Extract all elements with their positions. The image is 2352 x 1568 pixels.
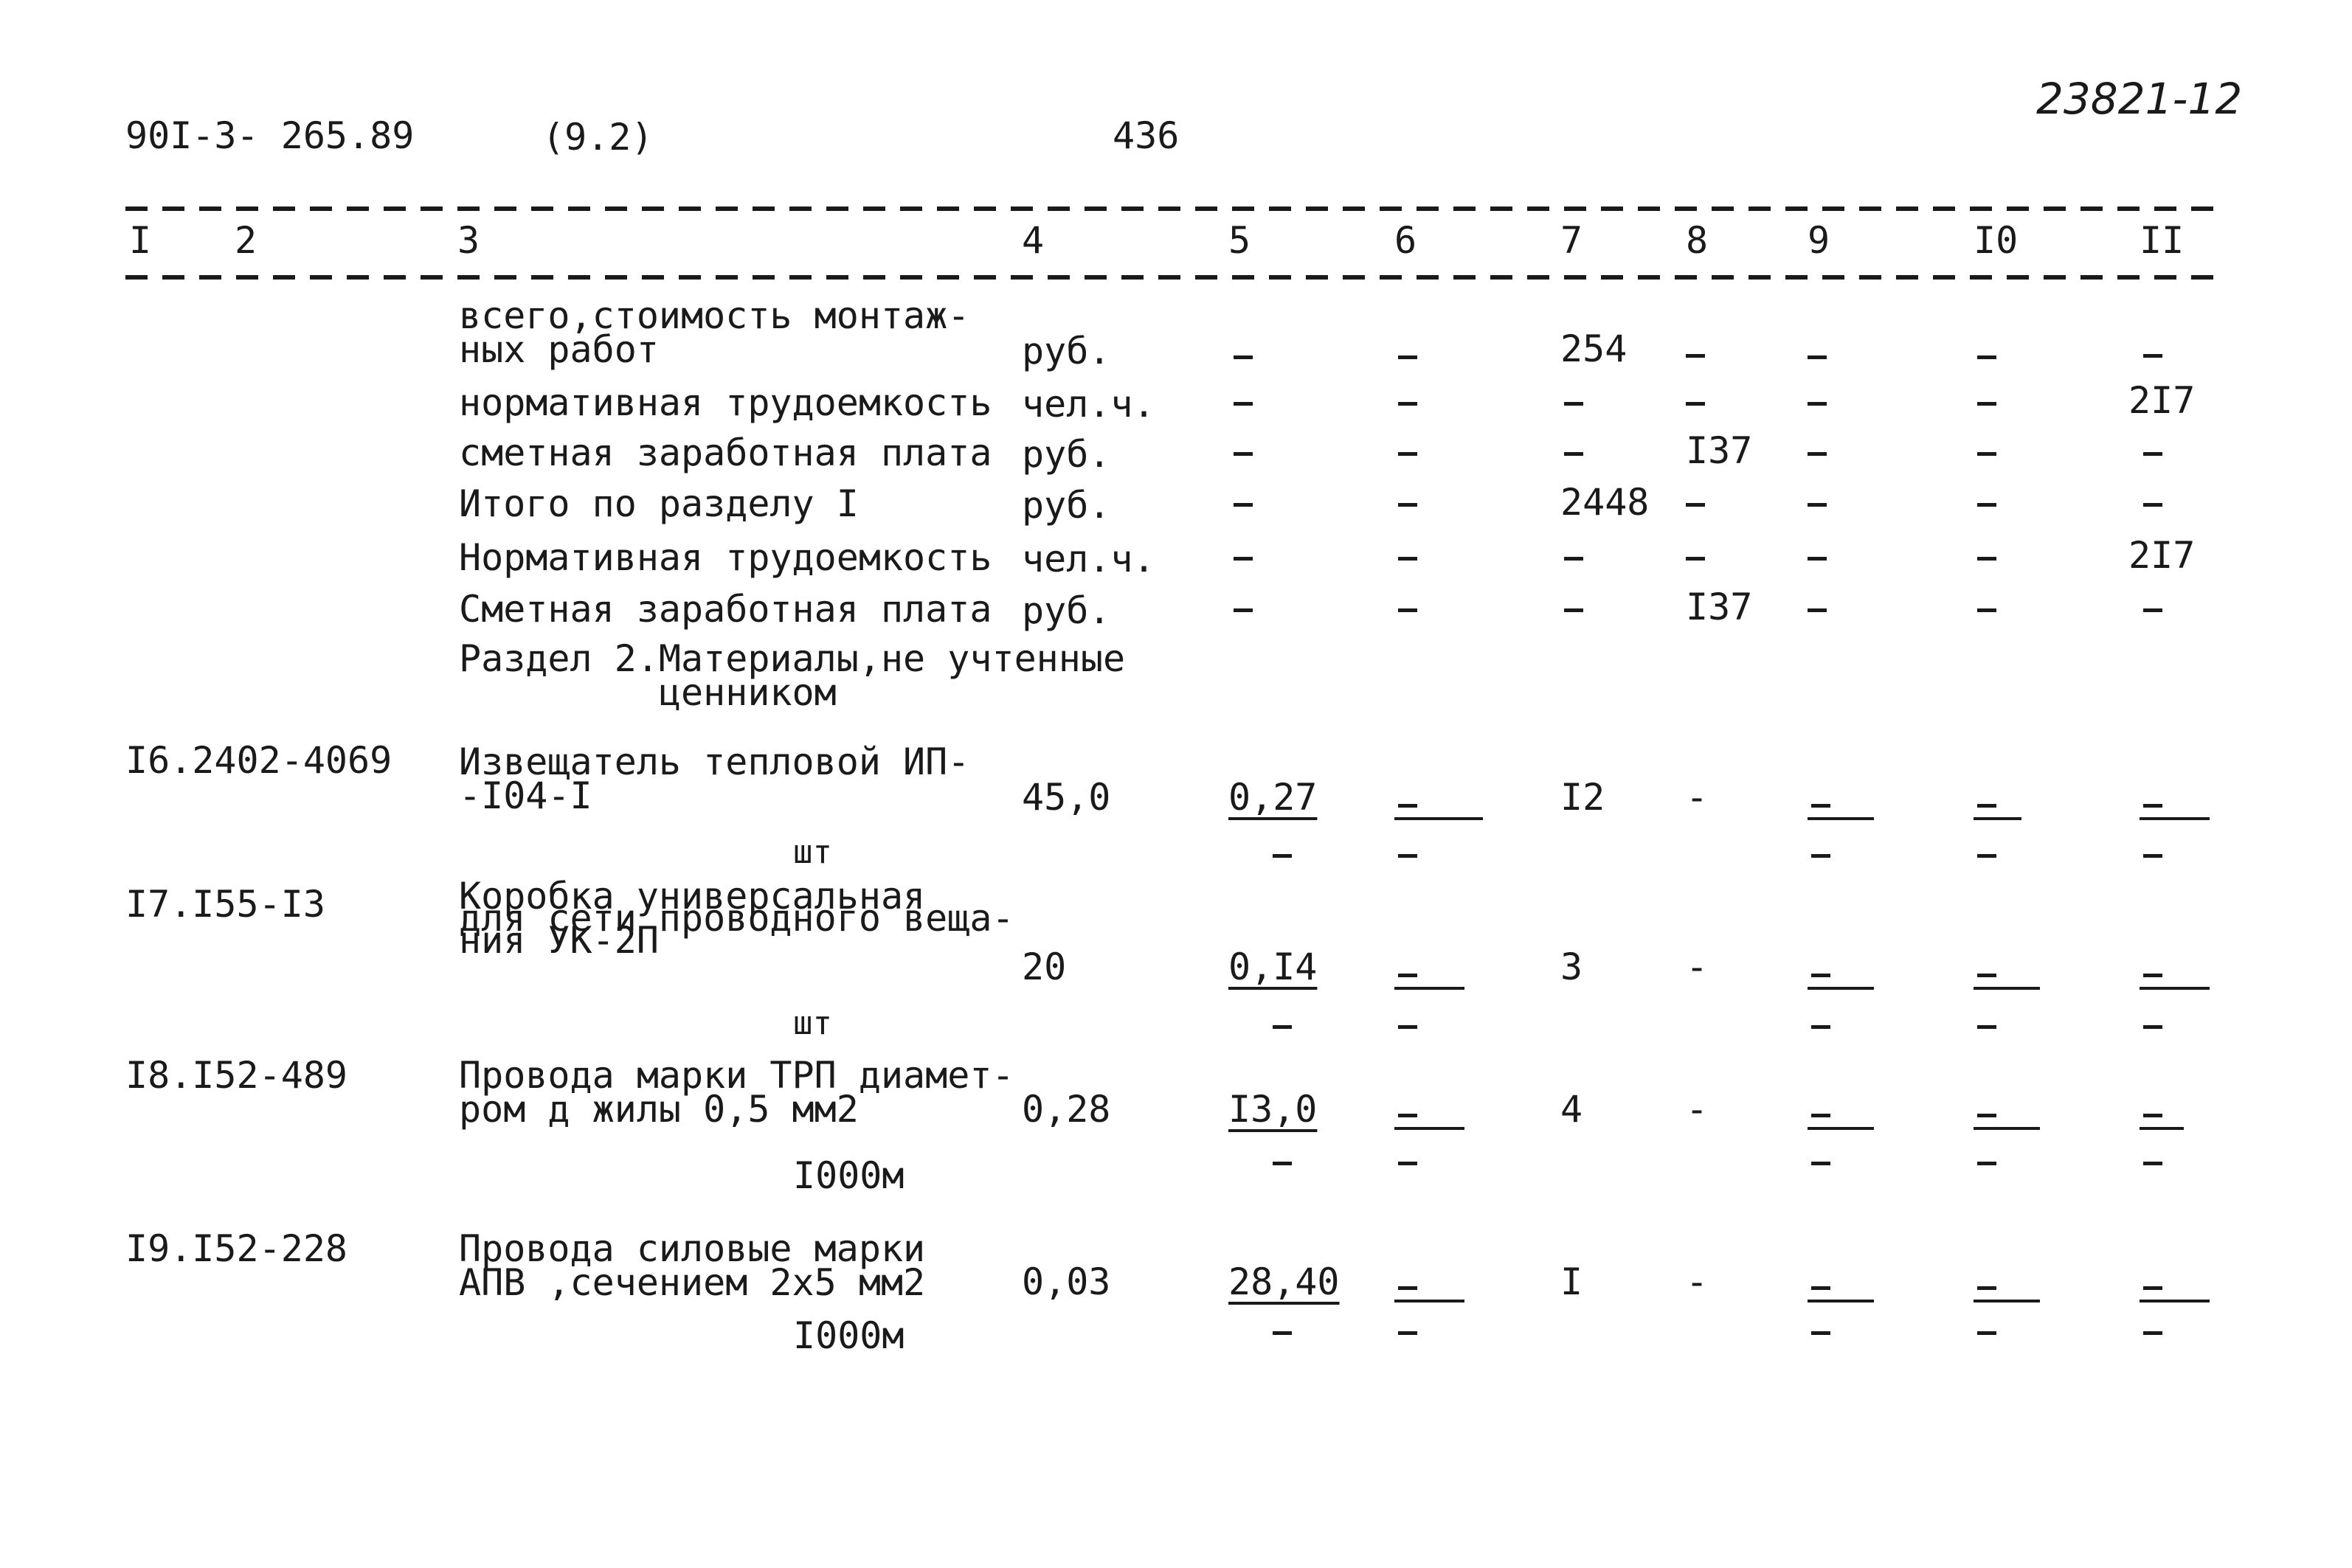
item-price: 0,I4: [1228, 946, 1318, 988]
item-code: I8.I52-489: [125, 1054, 348, 1097]
empty-dash: [1398, 557, 1417, 561]
empty-dash: [1811, 1114, 1830, 1117]
summary-name: Нормативная трудоемкость: [459, 536, 992, 579]
empty-dash: [1273, 1162, 1292, 1165]
fraction-bar: [2140, 987, 2210, 990]
empty-dash: [1564, 557, 1583, 561]
empty-dash: [2143, 974, 2162, 977]
empty-dash: [1977, 608, 1996, 612]
fraction-bar: [2140, 1300, 2210, 1302]
empty-dash: [1977, 854, 1996, 858]
empty-dash: [1977, 1025, 1996, 1029]
empty-dash: [1234, 503, 1253, 507]
fraction-bar: [2140, 1127, 2184, 1130]
document-number: 90I-3- 265.89: [125, 114, 415, 157]
empty-dash: [1811, 1025, 1830, 1029]
summary-name: всего,стоимость монтаж- ных работ: [459, 294, 970, 371]
empty-dash: [1398, 1286, 1417, 1290]
empty-dash: [1234, 452, 1253, 456]
empty-dash: [1977, 974, 1996, 977]
empty-dash: [1811, 854, 1830, 858]
summary-unit: руб.: [1022, 484, 1111, 527]
empty-dash: [1686, 354, 1705, 358]
fraction-bar: [1974, 817, 2021, 820]
empty-dash: [1811, 974, 1830, 977]
item-unit: шт: [793, 833, 832, 871]
empty-dash: [2143, 1114, 2162, 1117]
summary-labor: 2I7: [2128, 534, 2196, 577]
fraction-bar: [1808, 1127, 1874, 1130]
empty-dash: [2143, 854, 2162, 858]
fraction-bar: [2140, 817, 2210, 820]
item-col8: -: [1686, 1260, 1709, 1303]
item-code: I9.I52-228: [125, 1227, 348, 1270]
col-header-5: 5: [1228, 219, 1251, 262]
empty-dash: [1234, 402, 1253, 406]
item-code: I7.I55-I3: [125, 883, 325, 926]
fraction-bar: [1394, 817, 1483, 820]
empty-dash: [1977, 355, 1996, 359]
empty-dash: [1977, 1331, 1996, 1335]
fraction-bar: [1974, 1300, 2040, 1302]
item-name: Коробка универсальная для сети проводного веща- ния УК-2П: [459, 875, 1014, 962]
item-price: 0,27: [1228, 776, 1318, 819]
fraction-bar: [1394, 987, 1464, 990]
item-price: 28,40: [1228, 1260, 1340, 1303]
item-total: 4: [1560, 1088, 1583, 1131]
summary-wage: I37: [1686, 429, 1753, 472]
summary-wage: I37: [1686, 586, 1753, 628]
summary-total: 254: [1560, 327, 1628, 370]
fraction-bar: [1808, 987, 1874, 990]
empty-dash: [1564, 608, 1583, 612]
empty-dash: [1808, 452, 1827, 456]
fraction-bar: [1394, 1300, 1464, 1302]
handwritten-stamp: 23821-12: [2036, 74, 2243, 124]
col-header-9: 9: [1808, 219, 1830, 262]
header-rule-top: [125, 207, 2221, 211]
empty-dash: [1977, 1162, 1996, 1165]
empty-dash: [1977, 1114, 1996, 1117]
summary-total: 2448: [1560, 481, 1650, 524]
empty-dash: [1811, 804, 1830, 808]
empty-dash: [1398, 1025, 1417, 1029]
col-header-3: 3: [457, 219, 480, 262]
item-name: Провода силовые марки АПВ ,сечением 2х5 мм2: [459, 1227, 926, 1304]
col-header-10: I0: [1974, 219, 2019, 262]
item-total: 3: [1560, 946, 1583, 988]
empty-dash: [1686, 503, 1705, 507]
item-total: I2: [1560, 776, 1605, 819]
summary-unit: руб.: [1022, 330, 1111, 372]
empty-dash: [1234, 557, 1253, 561]
empty-dash: [1977, 402, 1996, 406]
item-quantity: 45,0: [1022, 776, 1111, 819]
summary-unit: чел.ч.: [1022, 383, 1155, 426]
header-rule-bottom: [125, 275, 2221, 280]
col-header-8: 8: [1686, 219, 1709, 262]
empty-dash: [1811, 1286, 1830, 1290]
fraction-bar: [1808, 1300, 1874, 1302]
empty-dash: [1398, 503, 1417, 507]
empty-dash: [1977, 503, 1996, 507]
empty-dash: [1273, 854, 1292, 858]
empty-dash: [1273, 1025, 1292, 1029]
section-title: Раздел 2.Материалы,не учтенные ценником: [459, 637, 1126, 714]
empty-dash: [1398, 1162, 1417, 1165]
item-unit: I000м: [793, 1154, 905, 1197]
item-name: Извещатель тепловой ИП- -I04-I: [459, 740, 970, 817]
item-quantity: 0,28: [1022, 1088, 1111, 1131]
empty-dash: [1977, 452, 1996, 456]
empty-dash: [1808, 402, 1827, 406]
empty-dash: [1977, 804, 1996, 808]
item-unit: шт: [793, 1005, 832, 1042]
empty-dash: [1977, 1286, 1996, 1290]
item-price: I3,0: [1228, 1088, 1318, 1131]
summary-unit: руб.: [1022, 589, 1111, 632]
empty-dash: [1273, 1331, 1292, 1335]
summary-name: сметная заработная плата: [459, 431, 992, 474]
empty-dash: [2143, 608, 2162, 612]
col-header-6: 6: [1394, 219, 1417, 262]
item-col8: -: [1686, 1088, 1709, 1131]
empty-dash: [1808, 503, 1827, 507]
empty-dash: [2143, 503, 2162, 507]
fraction-bar: [1974, 1127, 2040, 1130]
page-number: 436: [1113, 114, 1180, 157]
empty-dash: [1564, 402, 1583, 406]
item-col8: -: [1686, 946, 1709, 988]
empty-dash: [2143, 1286, 2162, 1290]
empty-dash: [1234, 355, 1253, 359]
empty-dash: [2143, 804, 2162, 808]
empty-dash: [1564, 452, 1583, 456]
empty-dash: [2143, 1162, 2162, 1165]
empty-dash: [1808, 355, 1827, 359]
empty-dash: [1977, 557, 1996, 561]
summary-labor: 2I7: [2128, 379, 2196, 422]
fraction-bar: [1808, 817, 1874, 820]
empty-dash: [1398, 402, 1417, 406]
item-code: I6.2402-4069: [125, 739, 392, 782]
empty-dash: [1398, 1114, 1417, 1117]
col-header-1: I: [129, 219, 152, 262]
item-total: I: [1560, 1260, 1583, 1303]
empty-dash: [1398, 355, 1417, 359]
summary-name: Итого по разделу I: [459, 482, 859, 525]
empty-dash: [1234, 608, 1253, 612]
section-code: (9.2): [542, 116, 654, 159]
summary-name: Сметная заработная плата: [459, 588, 992, 631]
item-name: Провода марки ТРП диамет- ром д жилы 0,5 мм2: [459, 1054, 1014, 1131]
item-unit: I000м: [793, 1314, 905, 1357]
empty-dash: [1398, 452, 1417, 456]
fraction-bar: [1974, 987, 2040, 990]
empty-dash: [1808, 557, 1827, 561]
empty-dash: [1686, 557, 1705, 561]
empty-dash: [1811, 1331, 1830, 1335]
item-quantity: 20: [1022, 946, 1067, 988]
item-quantity: 0,03: [1022, 1260, 1111, 1303]
empty-dash: [1398, 854, 1417, 858]
empty-dash: [1398, 974, 1417, 977]
empty-dash: [2143, 452, 2162, 456]
empty-dash: [1398, 1331, 1417, 1335]
empty-dash: [1811, 1162, 1830, 1165]
empty-dash: [1398, 804, 1417, 808]
empty-dash: [1808, 608, 1827, 612]
summary-name: нормативная трудоемкость: [459, 381, 992, 424]
col-header-11: II: [2140, 219, 2185, 262]
summary-unit: руб.: [1022, 433, 1111, 476]
fraction-bar: [1394, 1127, 1464, 1130]
empty-dash: [2143, 1331, 2162, 1335]
empty-dash: [2143, 1025, 2162, 1029]
col-header-2: 2: [235, 219, 257, 262]
empty-dash: [1686, 402, 1705, 406]
col-header-4: 4: [1022, 219, 1045, 262]
item-col8: -: [1686, 776, 1709, 819]
empty-dash: [1398, 608, 1417, 612]
empty-dash: [2143, 354, 2162, 358]
col-header-7: 7: [1560, 219, 1583, 262]
summary-unit: чел.ч.: [1022, 538, 1155, 580]
